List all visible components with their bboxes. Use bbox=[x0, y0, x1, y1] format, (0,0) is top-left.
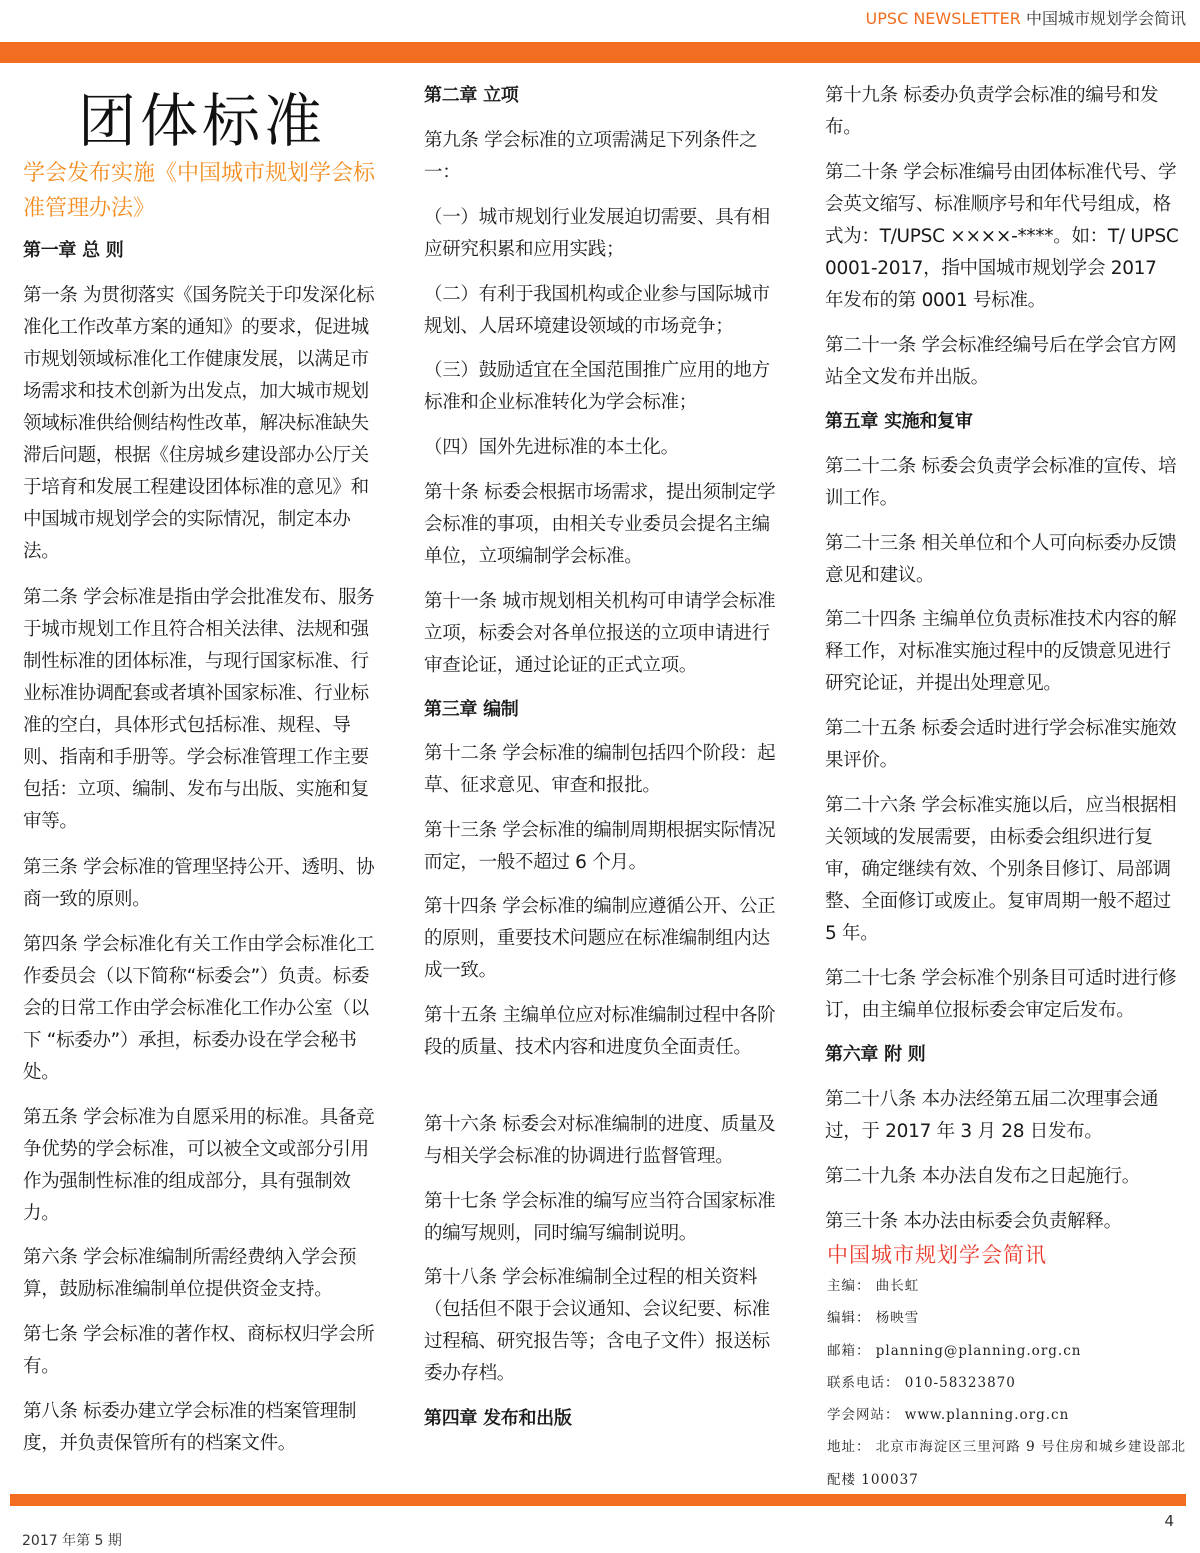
article-9: 第九条 学会标准的立项需满足下列条件之一： bbox=[424, 130, 758, 183]
newsletter-header bbox=[866, 6, 1186, 29]
article-16: 第十六条 标委会对标准编制的进度、质量及与相关学会标准的协调进行监督管理。 bbox=[424, 1114, 776, 1167]
editor: 编辑： 杨映雪 bbox=[827, 1310, 920, 1327]
article-19: 第十九条 标委办负责学会标准的编号和发布。 bbox=[825, 85, 1159, 138]
article-14: 第十四条 学会标准的编制应遵循公开、公正的原则，重要技术问题应在标准编制组内达成一致。 bbox=[424, 896, 776, 981]
chapter-1-heading: 第一章 总 则 bbox=[23, 240, 124, 261]
article-17: 第十七条 学会标准的编写应当符合国家标准的编写规则，同时编写编制说明。 bbox=[424, 1191, 776, 1244]
article-4: 第四条 学会标准化有关工作由学会标准化工作委员会（以下简称“标委会”）负责。标委会的日常工作由学会标准化工作办公室（以下 “标委办”）承担，标委办设在学会秘书处。 bbox=[23, 934, 375, 1083]
page-title: 团体标准 bbox=[78, 87, 327, 155]
email: 邮箱： planning@planning.org.cn bbox=[827, 1342, 1082, 1359]
article-9-item-3: （三）鼓励适宜在全国范围推广应用的地方标准和企业标准转化为学会标准； bbox=[424, 360, 770, 413]
article-28: 第二十八条 本办法经第五届二次理事会通过，于 2017 年 3 月 28 日发布。 bbox=[825, 1089, 1159, 1142]
newsletter-info-block bbox=[827, 1240, 1187, 1496]
article-21: 第二十一条 学会标准经编号后在学会官方网站全文发布并出版。 bbox=[825, 335, 1177, 388]
article-3: 第三条 学会标准的管理坚持公开、透明、协商一致的原则。 bbox=[23, 857, 375, 910]
article-24: 第二十四条 主编单位负责标准技术内容的解释工作，对标准实施过程中的反馈意见进行研究论证，并提出处理意见。 bbox=[825, 609, 1177, 694]
article-13: 第十三条 学会标准的编制周期根据实际情况而定，一般不超过 6 个月。 bbox=[424, 820, 776, 873]
article-7: 第七条 学会标准的著作权、商标权归学会所有。 bbox=[23, 1324, 375, 1377]
article-29: 第二十九条 本办法自发布之日起施行。 bbox=[825, 1166, 1140, 1187]
article-9-item-2: （二）有利于我国机构或企业参与国际城市规划、人居环境建设领域的市场竞争； bbox=[424, 284, 770, 337]
chapter-5-heading: 第五章 实施和复审 bbox=[825, 411, 973, 432]
article-9-item-4: （四）国外先进标准的本土化。 bbox=[424, 437, 679, 458]
article-30: 第三十条 本办法由标委会负责解释。 bbox=[825, 1211, 1122, 1232]
bottom-accent-bar bbox=[10, 1494, 1186, 1506]
website: 学会网站： www.planning.org.cn bbox=[827, 1407, 1070, 1424]
article-12: 第十二条 学会标准的编制包括四个阶段：起草、征求意见、审查和报批。 bbox=[424, 743, 776, 796]
chapter-2-heading: 第二章 立项 bbox=[424, 85, 519, 106]
page-number: 4 bbox=[1164, 1512, 1174, 1530]
article-11: 第十一条 城市规划相关机构可申请学会标准立项，标委会对各单位报送的立项申请进行审查论证，通过论证的正式立项。 bbox=[424, 591, 776, 676]
article-5: 第五条 学会标准为自愿采用的标准。具备竞争优势的学会标准，可以被全文或部分引用作为强制性标准的组成部分，具有强制效力。 bbox=[23, 1107, 375, 1224]
article-18: 第十八条 学会标准编制全过程的相关资料（包括但不限于会议通知、会议纪要、标准过程稿、研究报告等；含电子文件）报送标委办存档。 bbox=[424, 1267, 770, 1384]
article-15: 第十五条 主编单位应对标准编制过程中各阶段的质量、技术内容和进度负全面责任。 bbox=[424, 1005, 776, 1058]
article-subtitle: 学会发布实施《中国城市规划学会标准管理办法》 bbox=[23, 161, 376, 221]
chapter-4-heading: 第四章 发布和出版 bbox=[424, 1408, 572, 1429]
chapter-3-heading: 第三章 编制 bbox=[424, 699, 519, 720]
article-22: 第二十二条 标委会负责学会标准的宣传、培训工作。 bbox=[825, 456, 1177, 509]
phone: 联系电话： 010-58323870 bbox=[827, 1374, 1016, 1391]
address: 地址： 北京市海淀区三里河路 9 号住房和城乡建设部北配楼 100037 bbox=[827, 1439, 1186, 1488]
article-1: 第一条 为贯彻落实《国务院关于印发深化标准化工作改革方案的通知》的要求，促进城市规划领域标准化工作健康发展，以满足市场需求和技术创新为出发点，加大城市规划领域标准供给侧结构性改革，解决标准缺失滞后问题，根据《住房城乡建设部办公厅关于培育和发展工程建设团体标准的意见》和中国城市规划学会的实际情况，制定本办法。 bbox=[23, 285, 375, 562]
chapter-6-heading: 第六章 附 则 bbox=[825, 1044, 926, 1065]
article-25: 第二十五条 标委会适时进行学会标准实施效果评价。 bbox=[825, 718, 1177, 771]
article-9-item-1: （一）城市规划行业发展迫切需要、具有相应研究积累和应用实践； bbox=[424, 207, 770, 260]
top-accent-bar bbox=[0, 42, 1200, 63]
article-23: 第二十三条 相关单位和个人可向标委办反馈意见和建议。 bbox=[825, 533, 1177, 586]
issue-label: 2017 年第 5 期 bbox=[22, 1533, 122, 1549]
header-english: UPSC NEWSLETTER bbox=[865, 9, 1021, 28]
editor-in-chief: 主编： 曲长虹 bbox=[827, 1278, 920, 1294]
newsletter-name: 中国城市规划学会简讯 bbox=[827, 1243, 1047, 1267]
article-2: 第二条 学会标准是指由学会批准发布、服务于城市规划工作且符合相关法律、法规和强制性标准的团体标准，与现行国家标准、行业标准协调配套或者填补国家标准、行业标准的空白，具体形式包括标准、规程、导则、指南和手册等。学会标准管理工作主要包括：立项、编制、发布与出版、实施和复审等。 bbox=[23, 587, 375, 832]
header-chinese: 中国城市规划学会简讯 bbox=[1025, 9, 1186, 28]
article-10: 第十条 标委会根据市场需求，提出须制定学会标准的事项，由相关专业委员会提名主编单位，立项编制学会标准。 bbox=[424, 482, 776, 567]
article-8: 第八条 标委办建立学会标准的档案管理制度，并负责保管所有的档案文件。 bbox=[23, 1401, 357, 1454]
article-26: 第二十六条 学会标准实施以后，应当根据相关领域的发展需要，由标委会组织进行复审，确定继续有效、个别条目修订、局部调整、全面修订或废止。复审周期一般不超过 5 年。 bbox=[825, 795, 1177, 944]
article-6: 第六条 学会标准编制所需经费纳入学会预算，鼓励标准编制单位提供资金支持。 bbox=[23, 1247, 357, 1300]
article-20: 第二十条 学会标准编号由团体标准代号、学会英文缩写、标准顺序号和年代号组成，格式为：T/UPSC ××××-****。如：T/ UPSC 0001-2017，指中国城市规划学会 2017 年发布的第 0001 号标准。 bbox=[825, 162, 1179, 311]
article-27: 第二十七条 学会标准个别条目可适时进行修订，由主编单位报标委会审定后发布。 bbox=[825, 968, 1177, 1021]
